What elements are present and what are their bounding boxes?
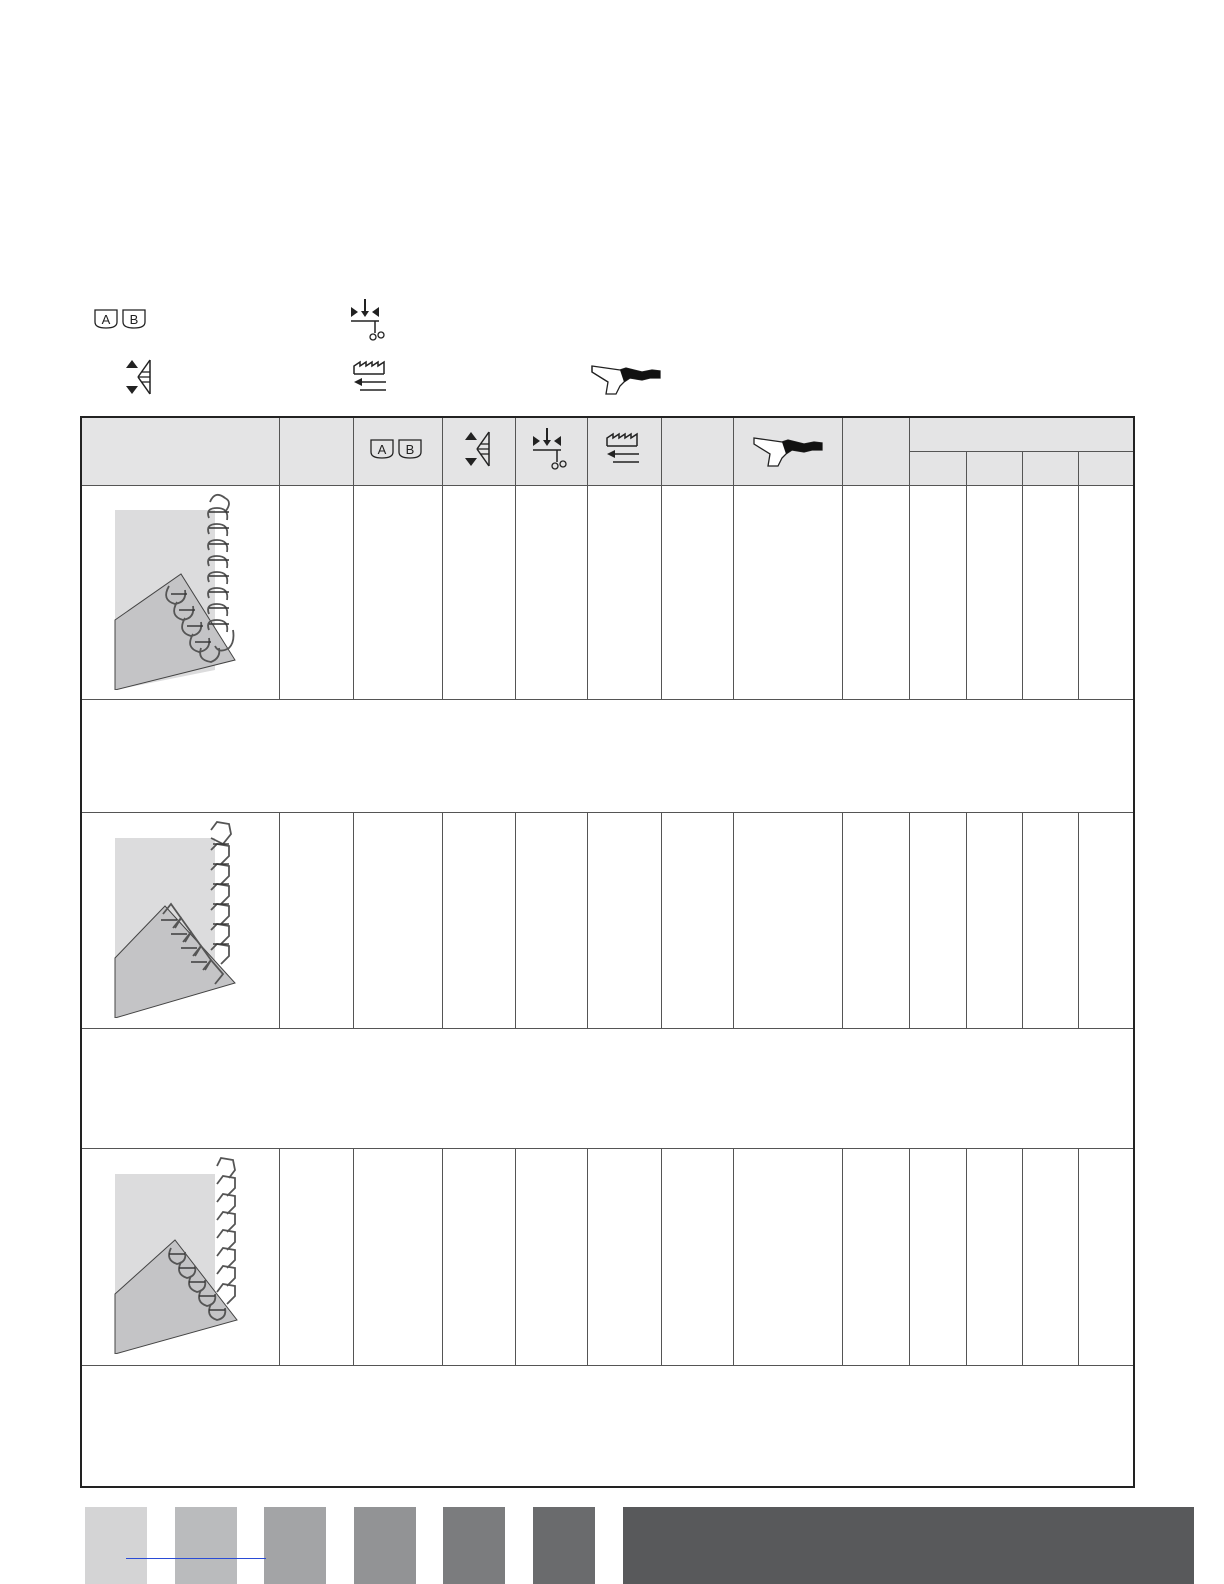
cell (966, 485, 1022, 699)
stitch-diagram-2 (105, 818, 255, 1018)
cell (733, 1148, 842, 1365)
cell (966, 1148, 1022, 1365)
cell (1078, 1148, 1134, 1365)
differential-feed-icon (605, 432, 643, 466)
cell (661, 812, 733, 1028)
footer-tab-2[interactable] (175, 1507, 237, 1584)
differential-feed-icon (352, 360, 390, 394)
notes-row (81, 1365, 1134, 1487)
footer-tab-4[interactable] (354, 1507, 416, 1584)
svg-text:A: A (101, 312, 111, 327)
footer-tab-6[interactable] (533, 1507, 595, 1584)
cell (842, 1148, 909, 1365)
settings-table (80, 416, 1135, 1488)
cell (442, 812, 515, 1028)
cell (515, 485, 587, 699)
cell (733, 812, 842, 1028)
cell (909, 485, 966, 699)
header-sub-3 (1022, 451, 1078, 485)
link-underline[interactable] (126, 1558, 266, 1559)
table-row (81, 1148, 1134, 1365)
cell (966, 812, 1022, 1028)
header-col-7 (661, 417, 733, 485)
notes-row (81, 1028, 1134, 1148)
notes-cell (81, 699, 1134, 812)
cell (279, 1148, 353, 1365)
footer-tab-3[interactable] (264, 1507, 326, 1584)
notes-cell (81, 1365, 1134, 1487)
header-col-2 (279, 417, 353, 485)
stitch-diagram-3 (105, 1154, 255, 1354)
notes-cell (81, 1028, 1134, 1148)
cell (353, 812, 442, 1028)
cell (587, 1148, 661, 1365)
cell (279, 485, 353, 699)
stitch-image (81, 1148, 279, 1365)
cell (842, 812, 909, 1028)
cell (842, 485, 909, 699)
header-sub-4 (1078, 451, 1134, 485)
footer-tab-5[interactable] (443, 1507, 505, 1584)
cell (442, 485, 515, 699)
svg-text:B: B (129, 312, 139, 327)
stitch-length-icon (463, 430, 495, 468)
table-row (81, 485, 1134, 699)
cell (515, 812, 587, 1028)
cell (1078, 812, 1134, 1028)
cell (353, 485, 442, 699)
header-cutting-width (515, 417, 587, 485)
cell (909, 812, 966, 1028)
footer-bar (623, 1507, 1194, 1584)
header-differential-feed (587, 417, 661, 485)
cell (1022, 1148, 1078, 1365)
cell (279, 812, 353, 1028)
cell (587, 812, 661, 1028)
cell (587, 485, 661, 699)
cell (733, 485, 842, 699)
header-col-9 (842, 417, 909, 485)
cutting-width-icon (349, 297, 389, 343)
cell (442, 1148, 515, 1365)
stitch-length-icon (124, 358, 156, 396)
header-presser-foot (733, 417, 842, 485)
stitch-image (81, 485, 279, 699)
cell (1022, 812, 1078, 1028)
cell (909, 1148, 966, 1365)
cell (661, 485, 733, 699)
header-sub-1 (909, 451, 966, 485)
header-stitch-length (442, 417, 515, 485)
stitch-image (81, 812, 279, 1028)
header-group (909, 417, 1134, 451)
svg-text:A: A (377, 441, 386, 457)
presser-foot-icon (590, 358, 662, 396)
notes-row (81, 699, 1134, 812)
ab-shield-icon (93, 308, 151, 330)
cell (353, 1148, 442, 1365)
cell (661, 1148, 733, 1365)
header-ab (353, 417, 442, 485)
table-row (81, 812, 1134, 1028)
presser-foot-icon (750, 430, 826, 468)
cutting-width-icon (531, 426, 571, 472)
header-sub-2 (966, 451, 1022, 485)
ab-shield-icon (369, 438, 427, 460)
cell (515, 1148, 587, 1365)
header-stitch (81, 417, 279, 485)
cell (1078, 485, 1134, 699)
stitch-diagram-1 (105, 490, 255, 690)
svg-text:B: B (405, 441, 414, 457)
cell (1022, 485, 1078, 699)
footer-tab-1[interactable] (85, 1507, 147, 1584)
